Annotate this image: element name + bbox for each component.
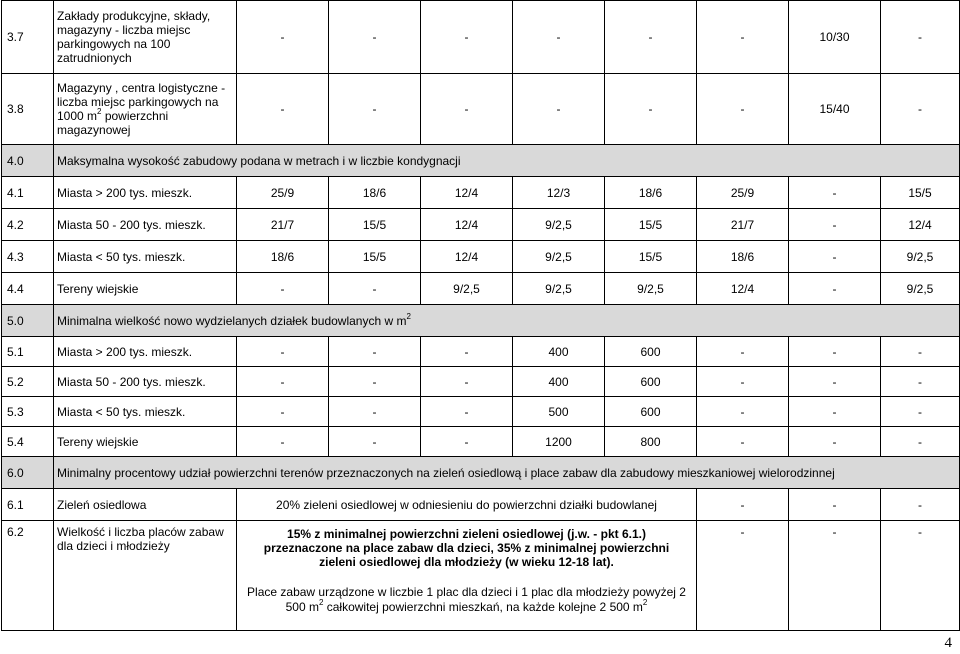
superscript: 2 (318, 598, 324, 607)
table-cell: - (513, 1, 605, 74)
section-title (54, 305, 960, 337)
table-cell: - (789, 367, 881, 397)
row-label: Wielkość i liczba placów zabaw dla dzieci i młodzieży (54, 521, 237, 631)
table-cell: - (605, 74, 697, 145)
table-cell: - (329, 397, 421, 427)
zoning-table (1, 0, 960, 631)
table-row (2, 241, 960, 273)
page-number: 4 (944, 635, 952, 651)
table-cell: - (697, 337, 789, 367)
row-number: 3.7 (2, 1, 54, 74)
superscript: 2 (97, 107, 102, 116)
table-cell: 15/5 (605, 241, 697, 273)
row-label: Zakłady produkcyjne, składy, magazyny - liczba miejsc parkingowych na 100 zatrudnionych (54, 1, 237, 74)
bold-paragraph: 15% z minimalnej powierzchni zieleni osiedlowej (j.w. - pkt 6.1.) przeznaczone na place zabaw dla dzieci, 35% z minimalnej powierzchni zieleni osiedlowej dla młodzieży (w wieku 12-18 lat). (263, 527, 670, 569)
table-cell: - (421, 337, 513, 367)
table-cell: - (421, 397, 513, 427)
table-cell: - (237, 427, 329, 457)
label-text: powierzchni magazynowej (57, 109, 169, 137)
table-cell: - (329, 367, 421, 397)
table-cell: 12/4 (697, 273, 789, 305)
table-cell: 15/5 (605, 209, 697, 241)
table-cell: - (605, 1, 697, 74)
table-cell: - (789, 397, 881, 427)
row-label: Tereny wiejskie (54, 273, 237, 305)
table-cell: - (789, 177, 881, 209)
table-row (2, 177, 960, 209)
table-cell: - (697, 367, 789, 397)
section-number: 4.0 (2, 145, 54, 177)
row-number: 6.1 (2, 489, 54, 521)
table-cell: - (697, 521, 789, 631)
row-number: 6.2 (2, 521, 54, 631)
row-number: 4.4 (2, 273, 54, 305)
row-label: Tereny wiejskie (54, 427, 237, 457)
table-cell: - (237, 367, 329, 397)
table-cell: - (789, 489, 881, 521)
table-cell: - (789, 209, 881, 241)
table-row (2, 273, 960, 305)
row-label: Miasta > 200 tys. mieszk. (54, 177, 237, 209)
section-number: 6.0 (2, 457, 54, 489)
table-cell: - (421, 427, 513, 457)
row-label (54, 74, 237, 145)
section-header-row (2, 145, 960, 177)
table-cell: 9/2,5 (513, 241, 605, 273)
table-cell: 600 (605, 367, 697, 397)
table-cell: - (421, 367, 513, 397)
table-cell: 10/30 (789, 1, 881, 74)
row-number: 4.2 (2, 209, 54, 241)
row-label: Miasta < 50 tys. mieszk. (54, 397, 237, 427)
table-cell: - (881, 397, 960, 427)
superscript: 2 (406, 311, 411, 321)
table-cell: - (789, 337, 881, 367)
row-label: Zieleń osiedlowa (54, 489, 237, 521)
table-cell: - (329, 74, 421, 145)
table-cell: 12/4 (881, 209, 960, 241)
label-text: Magazyny , centra logistyczne - liczba miejsc parkingowych na 1000 m (57, 81, 226, 123)
table-cell: - (329, 273, 421, 305)
table-row (2, 1, 960, 74)
table-cell: 600 (605, 397, 697, 427)
row-number: 3.8 (2, 74, 54, 145)
paragraph (240, 585, 693, 615)
table-cell: - (881, 74, 960, 145)
table-cell: 9/2,5 (513, 273, 605, 305)
table-cell: 18/6 (237, 241, 329, 273)
table-cell: - (881, 367, 960, 397)
table-cell: 15/5 (329, 209, 421, 241)
table-cell: - (237, 74, 329, 145)
table-cell: 9/2,5 (881, 241, 960, 273)
section-title-text: Minimalna wielkość nowo wydzielanych działek budowlanych w m (57, 313, 407, 328)
table-cell: - (881, 489, 960, 521)
row-label: Miasta 50 - 200 tys. mieszk. (54, 209, 237, 241)
row-label: Miasta < 50 tys. mieszk. (54, 241, 237, 273)
row-number: 5.1 (2, 337, 54, 367)
table-cell: 9/2,5 (421, 273, 513, 305)
table-cell: - (421, 1, 513, 74)
table-cell: 12/3 (513, 177, 605, 209)
table-cell: 9/2,5 (881, 273, 960, 305)
table-cell: - (881, 521, 960, 631)
table-cell: - (421, 74, 513, 145)
section-header-row (2, 457, 960, 489)
merged-text-cell: 20% zieleni osiedlowej w odniesieniu do powierzchni działki budowlanej (237, 489, 697, 521)
section-header-row (2, 305, 960, 337)
table-cell: 18/6 (605, 177, 697, 209)
table-cell: 600 (605, 337, 697, 367)
table-cell: - (881, 1, 960, 74)
table-cell: 15/5 (881, 177, 960, 209)
section-title: Minimalny procentowy udział powierzchni terenów przeznaczonych na zieleń osiedlową i place zabaw dla zabudowy mieszkaniowej wielorodzinnej (54, 457, 960, 489)
row-number: 5.2 (2, 367, 54, 397)
table-cell: - (697, 74, 789, 145)
table-cell: 15/40 (789, 74, 881, 145)
table-cell: 9/2,5 (605, 273, 697, 305)
table-cell: 21/7 (697, 209, 789, 241)
table-cell: - (789, 241, 881, 273)
table-row (2, 367, 960, 397)
table-cell: 25/9 (697, 177, 789, 209)
table-cell: - (697, 397, 789, 427)
table-cell: 18/6 (697, 241, 789, 273)
table-cell: - (329, 427, 421, 457)
merged-text-cell (237, 521, 697, 631)
table-cell: - (697, 1, 789, 74)
table-cell: 9/2,5 (513, 209, 605, 241)
superscript: 2 (642, 598, 648, 607)
table-row (2, 397, 960, 427)
table-cell: 400 (513, 337, 605, 367)
table-cell: - (789, 427, 881, 457)
table-cell: - (789, 521, 881, 631)
table-cell: 12/4 (421, 209, 513, 241)
table-cell: - (697, 489, 789, 521)
table-cell: - (237, 397, 329, 427)
table-cell: - (237, 1, 329, 74)
table-cell: - (513, 74, 605, 145)
table-cell: - (881, 427, 960, 457)
table-row (2, 209, 960, 241)
table-cell: - (329, 1, 421, 74)
table-cell: 18/6 (329, 177, 421, 209)
row-number: 5.4 (2, 427, 54, 457)
section-title: Maksymalna wysokość zabudowy podana w metrach i w liczbie kondygnacji (54, 145, 960, 177)
row-label: Miasta 50 - 200 tys. mieszk. (54, 367, 237, 397)
row-number: 4.1 (2, 177, 54, 209)
table-cell: 12/4 (421, 241, 513, 273)
table-cell: - (881, 337, 960, 367)
table-row (2, 489, 960, 521)
table-cell: 25/9 (237, 177, 329, 209)
table-cell: 800 (605, 427, 697, 457)
table-cell: - (697, 427, 789, 457)
table-cell: - (329, 337, 421, 367)
table-row (2, 74, 960, 145)
table-cell: 12/4 (421, 177, 513, 209)
row-number: 5.3 (2, 397, 54, 427)
table-cell: 1200 (513, 427, 605, 457)
table-cell: 500 (513, 397, 605, 427)
table-cell: - (237, 337, 329, 367)
table-row (2, 521, 960, 631)
section-number: 5.0 (2, 305, 54, 337)
table-cell: 15/5 (329, 241, 421, 273)
table-cell: - (789, 273, 881, 305)
row-label: Miasta > 200 tys. mieszk. (54, 337, 237, 367)
paragraph-text: Place zabaw urządzone w liczbie 1 plac dla dzieci i 1 plac dla młodzieży powyżej 2 500 m (247, 585, 686, 614)
table-cell: 400 (513, 367, 605, 397)
table-row (2, 337, 960, 367)
row-number: 4.3 (2, 241, 54, 273)
table-row (2, 427, 960, 457)
paragraph-text: całkowitej powierzchni mieszkań, na każde kolejne 2 500 m (323, 600, 643, 614)
table-cell: 21/7 (237, 209, 329, 241)
table-cell: - (237, 273, 329, 305)
